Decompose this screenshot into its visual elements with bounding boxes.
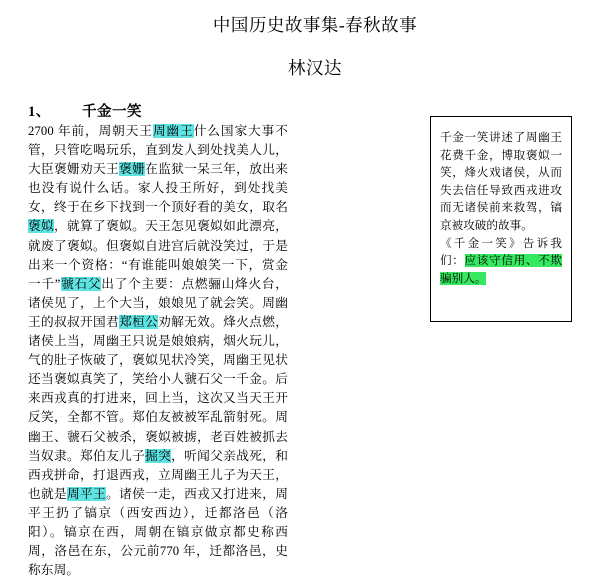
highlight-baosi: 褒姒 [28,219,55,234]
conclusion-label: 《千金一笑》告诉我们： [440,236,562,268]
section-number: 1、 [28,104,51,120]
text-run: 回上当，这次又当天王开反笑，全都不管。郑伯友被被军乱箭射死。 [28,391,288,425]
text-run: 进来，周平王扔了镐京（西安西边），迁都洛邑（洛阳）。 [28,486,288,539]
text-run: 笑给小人虢石父一千金。后来西戎真的打进来， [28,372,288,406]
text-run: 什么国家大事不管，只管 [28,124,288,158]
text-run: 烽火点燃，诸侯上当，周幽王只说是娘娘病，烟火玩儿， [28,314,289,349]
summary-box [430,116,572,322]
highlight-baoxiang: 褒姗 [119,162,146,177]
document-author: 林汉达 [288,58,342,78]
summary-conclusion [440,235,562,288]
text-run: 气的肚子恢破了，褒姒见状冷笑，周幽王见状还当褒姒真笑了， [28,353,288,387]
text-run: 郑伯友儿子 [80,448,146,463]
section-title: 千金一笑 [82,104,142,120]
text-run: 镐京在西，周朝在镐京做京都史称西周，洛邑在东，公元前 [28,524,288,559]
text-run: “有谁能叫娘娘笑一下，赏金一千” [28,257,289,291]
text-run: 在监狱一呆三年，放出来也没有说什么话。家人投王 [28,162,288,196]
text-run: 取名 [262,200,288,215]
document-page [0,12,600,578]
highlight-zhouyouwang: 周幽王 [152,124,194,138]
text-run: 。诸侯一走，西戎又打 [106,486,237,501]
text-run: 所好，到处找美女，终于在乡下找到一个顶好看的美女， [28,181,289,215]
highlight-zhoupingwang: 周平王 [67,486,107,501]
summary-paragraph: 千金一笑讲述了周幽王花费千金，博取褒姒一笑，烽火戏诸侯，从而失去信任导致西戎进攻而无诸侯前来救驾，镐京被攻破的故事。 [440,131,562,232]
text-run: ，就算了褒姒。天王怎见褒姒如此漂亮，就废了褒姒。但褒姒自进宫后就没笑过，于是出来一个资格： [28,219,288,272]
text-run: 770 年，迁都洛邑，史称东周。 [28,544,289,578]
text-run: 劝解无效。 [158,314,224,329]
text-run: 出了个主要：点燃骊山烽火台，诸侯见了，上个大当， [28,276,288,310]
text-run: 吃喝玩乐，直到发人到处找美人儿，大臣褒姗劝天王 [28,143,288,177]
page-title: 中国历史故事集-春秋故事 [212,15,418,35]
text-run: 娘娘见了就会笑。周幽王的叔叔开国君 [28,295,289,329]
highlight-jietu: 掘突 [145,448,172,463]
text-run: 2700 年前，周朝天王 [28,124,153,138]
highlight-guoshifu: 虢石父 [60,276,102,291]
highlight-zhenghuangong: 郑桓公 [119,314,159,329]
conclusion-highlight: 应该守信用、不欺骗别人。 [440,254,562,285]
paragraph-main [28,122,288,580]
text-run: 周幽王、虢石父被杀，褒姒被掳，老百姓被抓去当奴隶。 [28,410,288,463]
body-text [28,122,288,580]
text-run: 立周幽王儿子为天王，也就是 [28,467,289,501]
text-run: ，听闻父亲战死，和西戎拼命，打退西戎， [28,448,289,482]
